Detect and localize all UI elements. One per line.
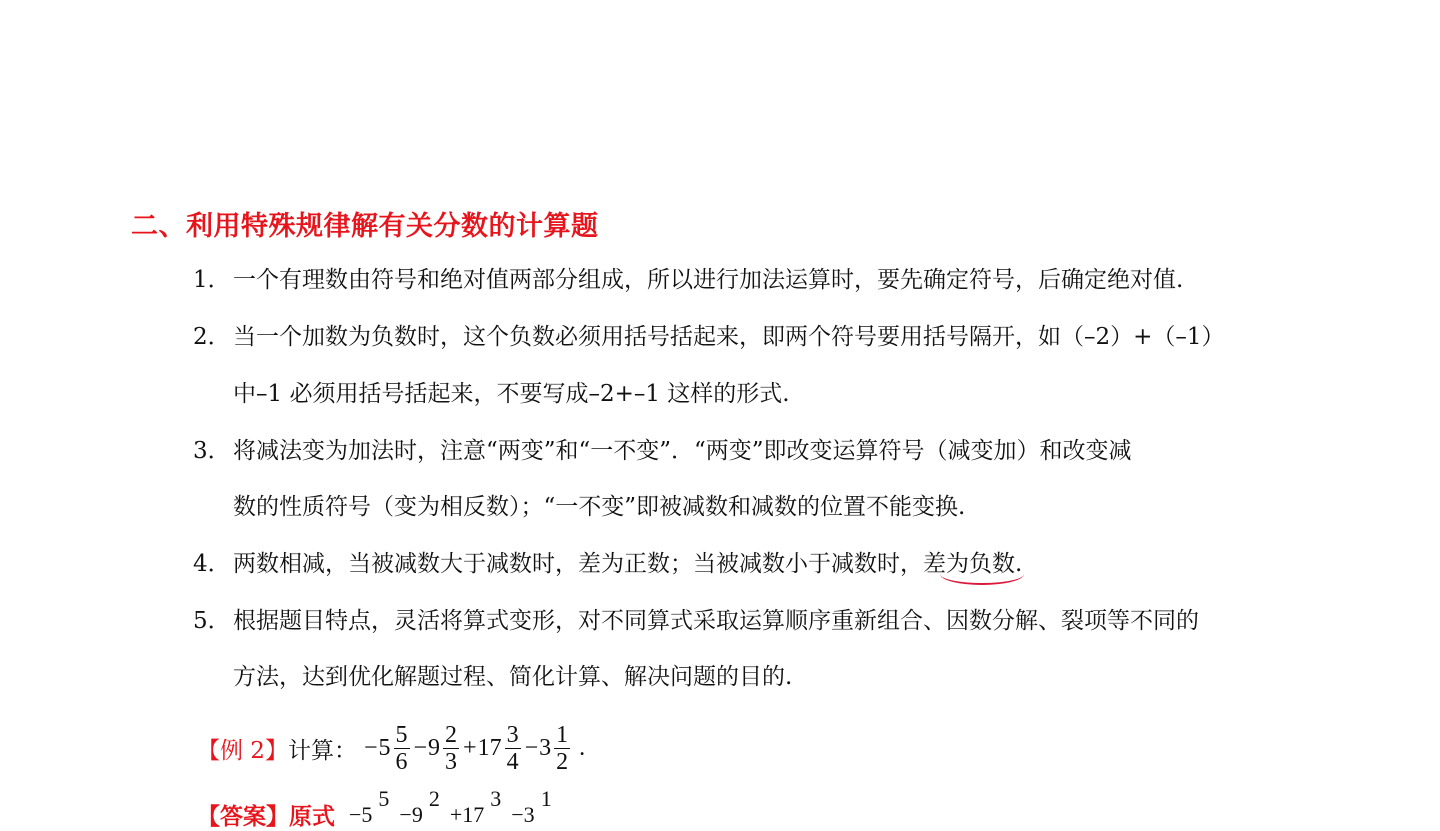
term-sign: − [413,734,428,761]
section-heading: 二、利用特殊规律解有关分数的计算题 [131,211,599,242]
list-item-4 [193,548,1022,580]
item-text: 当一个加数为负数时，这个负数必须用括号括起来，即两个符号要用括号隔开，如（–2）+（–1） [233,324,1225,350]
denominator: 3 [445,748,458,775]
list-item-3 [193,435,1132,467]
answer-part: 1 [540,786,552,811]
list-item-3-cont: 数的性质符号（变为相反数）；“一不变”即被减数和减数的位置不能变换. [233,494,966,520]
expression-end: . [579,734,586,761]
item-number: 1． [193,267,231,293]
underline-mark [940,563,1024,585]
fraction [505,722,521,775]
item-number: 5． [193,608,231,634]
list-item-5 [193,605,1199,637]
list-item-2-cont: 中–1 必须用括号括起来，不要写成–2+–1 这样的形式. [233,381,790,407]
term-whole: 17 [477,734,502,761]
example-prefix: 计算： [287,737,357,764]
denominator: 2 [556,748,569,775]
item-text: 根据题目特点，灵活将算式变形，对不同算式采取运算顺序重新组合、因数分解、裂项等不同的 [233,608,1199,634]
item-text: 两数相减，当被减数大于减数时，差为正数；当被减数小于减数时，差为负数. [233,551,1023,577]
item-text: 将减法变为加法时，注意“两变”和“一不变”．“两变”即改变运算符号（减变加）和改变减 [233,438,1132,464]
term-sign: − [524,734,539,761]
answer-label: 【答案】原式 [197,804,335,830]
numerator: 1 [556,721,569,748]
answer-part: −9 [399,802,423,827]
term-whole: 9 [428,734,441,761]
answer-part: +17 [449,802,485,827]
item-text: 一个有理数由符号和绝对值两部分组成，所以进行加法运算时，要先确定符号，后确定绝对值. [233,267,1184,293]
example-label: 【例 2】 [197,737,288,764]
example-expression [363,722,585,775]
fraction [554,722,570,775]
answer-part: −3 [511,802,535,827]
term-whole: 5 [378,734,391,761]
item-number: 4． [193,551,231,577]
item-number: 2． [193,324,231,350]
numerator: 2 [445,721,458,748]
fraction [394,722,410,775]
example-2 [197,722,585,774]
list-item-1 [193,264,1183,296]
list-item-2 [193,321,1225,353]
answer-part: 2 [428,786,440,811]
answer-part: 5 [378,786,390,811]
answer-part: 3 [490,786,502,811]
denominator: 6 [395,748,408,775]
answer [197,784,552,831]
list-item-5-cont: 方法，达到优化解题过程、简化计算、解决问题的目的. [233,664,793,690]
numerator: 5 [395,721,408,748]
item-number: 3． [193,438,231,464]
answer-expression [349,784,552,828]
answer-part: −5 [349,802,373,827]
term-sign: − [363,734,378,761]
numerator: 3 [506,721,519,748]
term-whole: 3 [539,734,552,761]
term-sign: + [463,734,477,761]
fraction [443,722,459,775]
denominator: 4 [506,748,519,775]
